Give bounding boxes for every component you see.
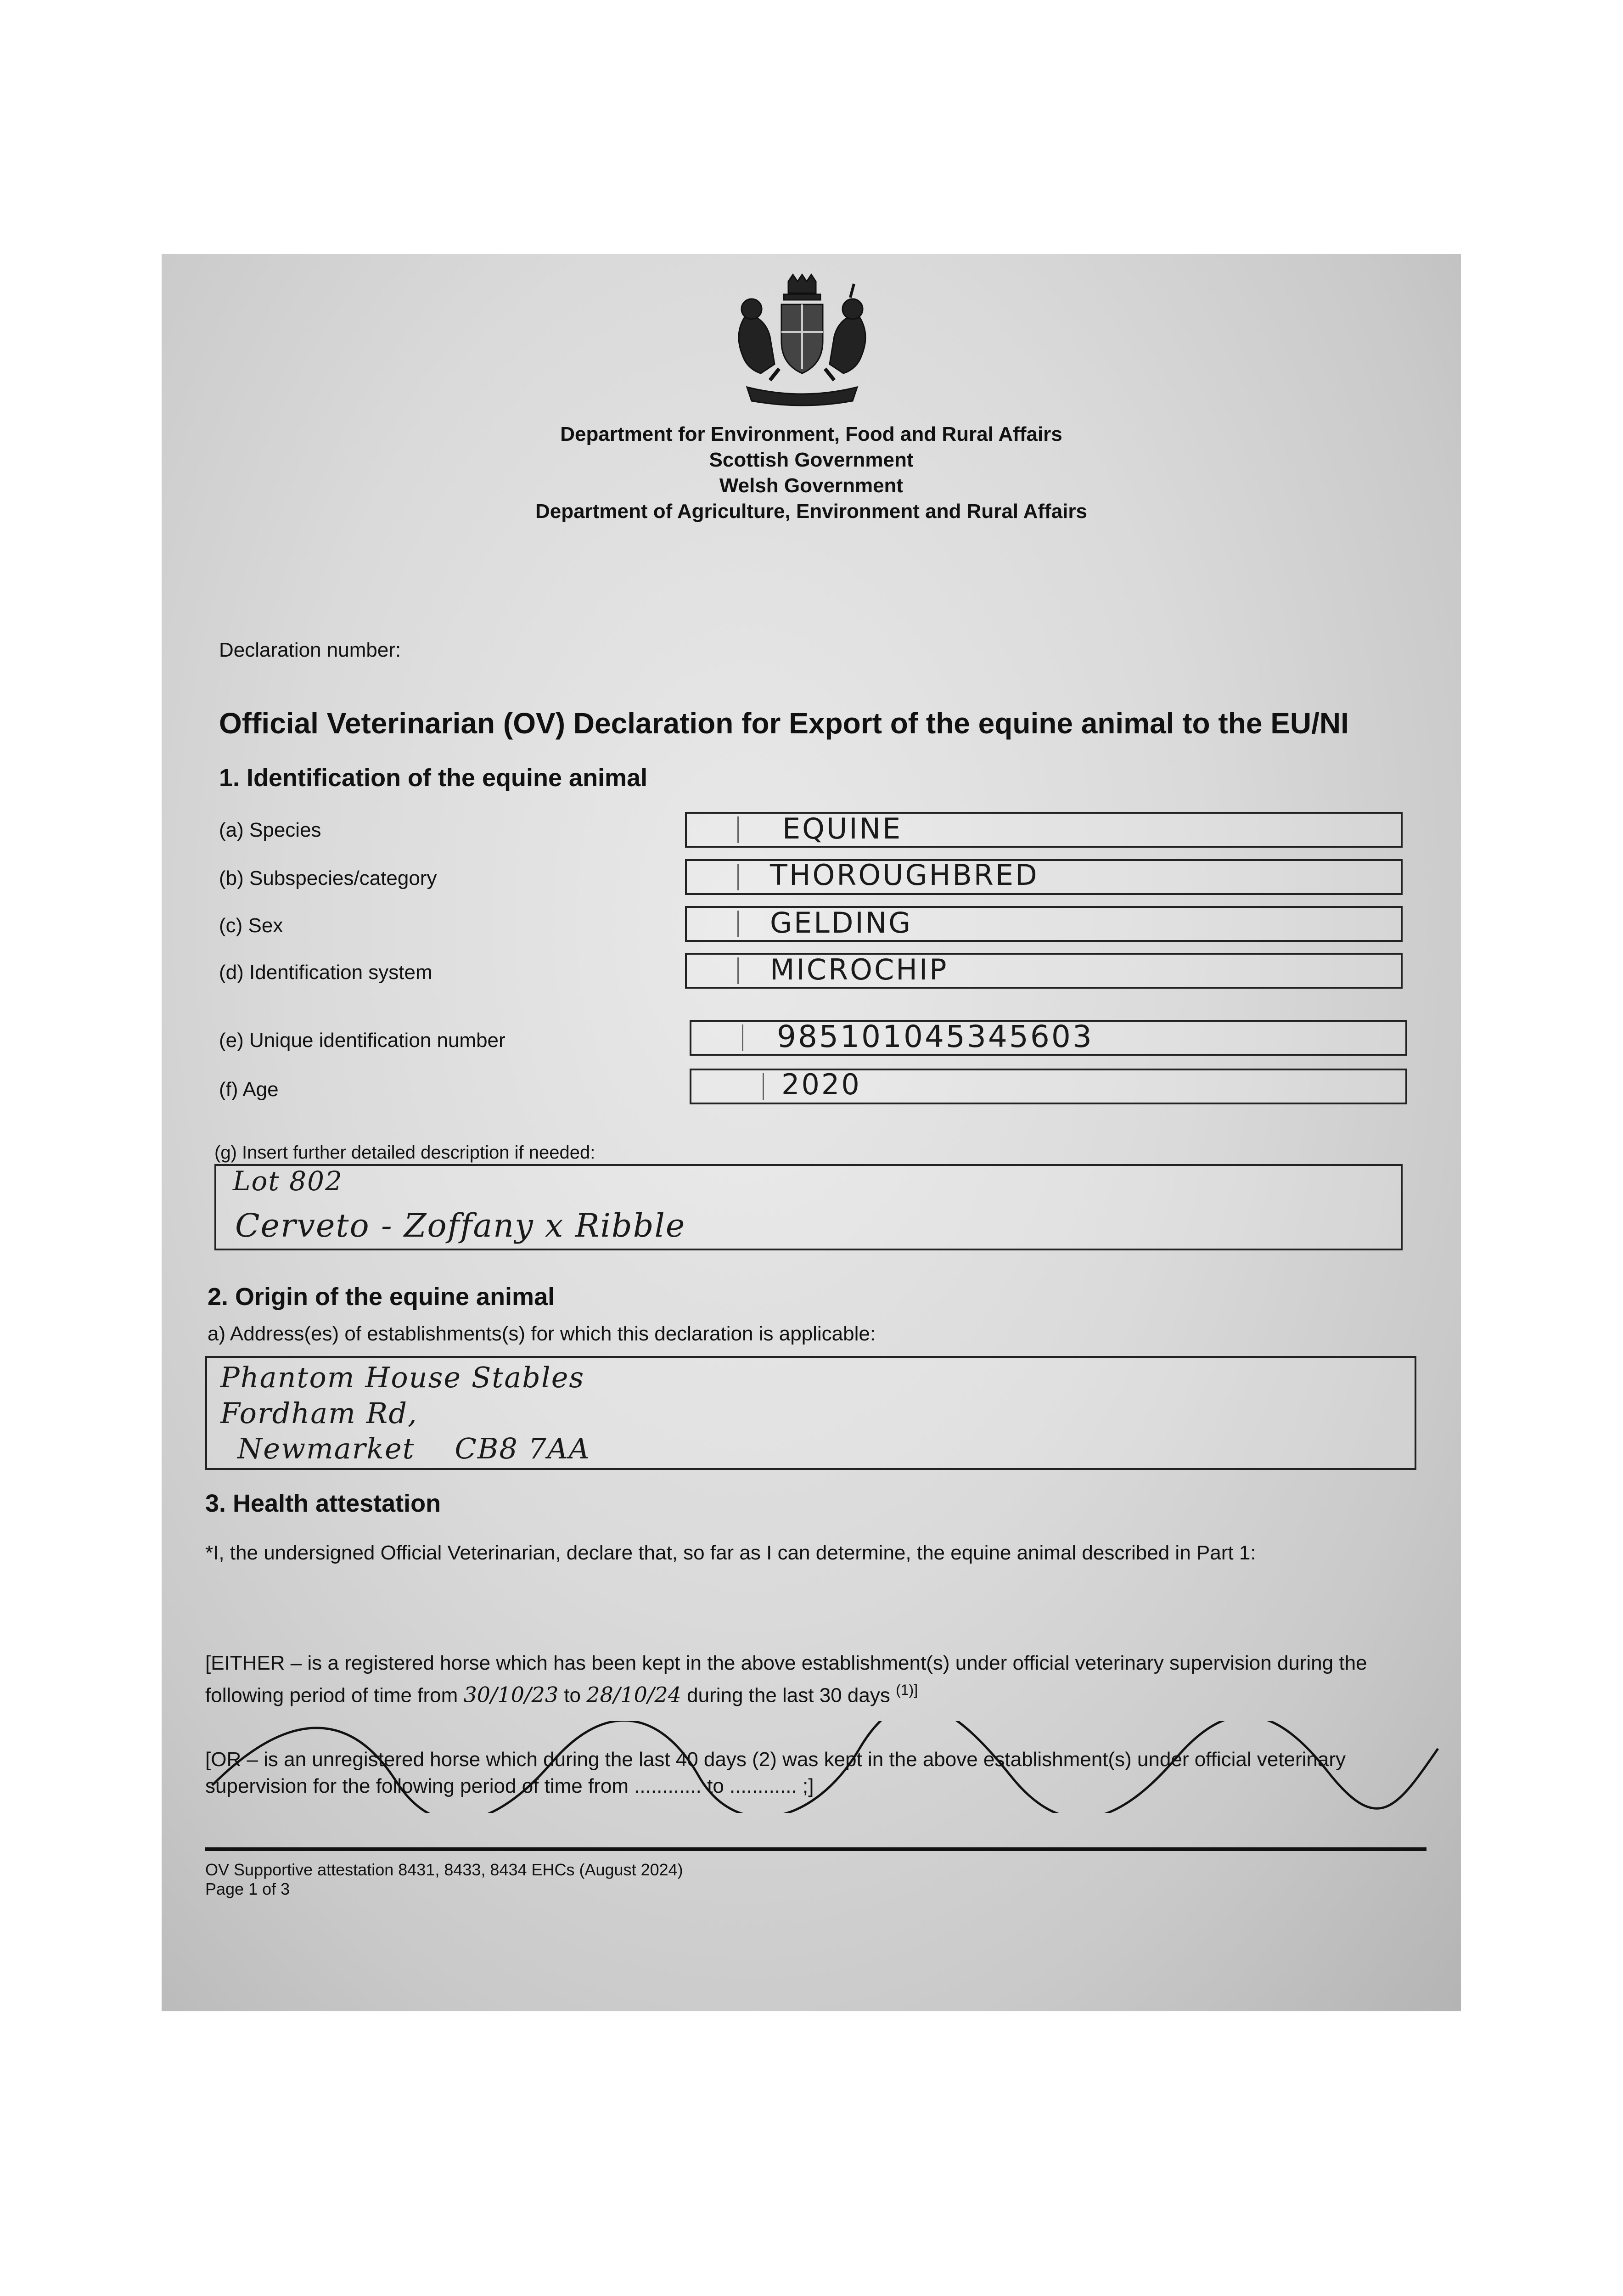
field-value-species: EQUINE xyxy=(782,812,903,845)
field-label-age: (f) Age xyxy=(219,1078,279,1101)
field-label-sex: (c) Sex xyxy=(219,914,283,937)
field-value-age: 2020 xyxy=(781,1068,861,1101)
either-to-date: 28/10/24 xyxy=(586,1682,681,1707)
either-to-word: to xyxy=(564,1684,581,1707)
or-clause: [OR – is an unregistered horse which during the last 40 days (2) was kept in the above establishment(s) under official veterinary supervision for the following period of time from ............ to ............ ;] xyxy=(205,1748,1346,1797)
royal-coat-of-arms-icon xyxy=(719,272,885,410)
address-line-2: Fordham Rd, xyxy=(220,1396,418,1430)
field-value-sex: GELDING xyxy=(770,906,913,940)
address-line-3: Newmarket CB8 7AA xyxy=(237,1432,590,1465)
description-line-2: Cerveto - Zoffany x Ribble xyxy=(235,1207,686,1244)
health-intro: *I, the undersigned Official Veterinarian, declare that, so far as I can determine, the equine animal described in Part 1: xyxy=(205,1542,1256,1564)
department-line-3: Welsh Government xyxy=(719,474,904,497)
address-line-1: Phantom House Stables xyxy=(220,1361,585,1394)
scanned-document xyxy=(162,254,1461,2011)
field-value-subspecies: THOROUGHBRED xyxy=(770,858,1039,892)
department-line-1: Department for Environment, Food and Rural Affairs xyxy=(560,423,1062,445)
section-2-heading: 2. Origin of the equine animal xyxy=(208,1283,555,1311)
field-value-id-system: MICROCHIP xyxy=(770,953,949,986)
field-label-uid: (e) Unique identification number xyxy=(219,1029,505,1052)
department-line-4: Department of Agriculture, Environment and Rural Affairs xyxy=(535,500,1087,523)
either-from-date: 30/10/23 xyxy=(463,1682,559,1707)
field-value-uid: 985101045345603 xyxy=(777,1019,1094,1054)
field-label-subspecies: (b) Subspecies/category xyxy=(219,867,437,889)
description-line-1: Lot 802 xyxy=(233,1165,343,1197)
either-text-end: during the last 30 days xyxy=(687,1684,890,1707)
strike-through-scribble xyxy=(203,1721,1443,1813)
footer-rule xyxy=(205,1847,1426,1851)
field-label-species: (a) Species xyxy=(219,819,321,841)
description-label: (g) Insert further detailed description if needed: xyxy=(214,1142,595,1163)
declaration-number-label: Declaration number: xyxy=(219,639,401,661)
either-text-start: [EITHER – is a registered horse which has been kept in the above establishment(s) under official veterinary supervision during the following period of time from xyxy=(205,1652,1367,1707)
field-label-id-system: (d) Identification system xyxy=(219,961,432,984)
address-label: a) Address(es) of establishments(s) for which this declaration is applicable: xyxy=(208,1322,876,1345)
either-footnote: (1)] xyxy=(896,1682,918,1698)
section-3-heading: 3. Health attestation xyxy=(205,1490,441,1517)
footer-line-2: Page 1 of 3 xyxy=(205,1880,290,1898)
section-1-heading: 1. Identification of the equine animal xyxy=(219,764,648,792)
footer-line-1: OV Supportive attestation 8431, 8433, 8434 EHCs (August 2024) xyxy=(205,1860,683,1879)
department-line-2: Scottish Government xyxy=(709,449,914,471)
either-clause xyxy=(205,1650,1417,1709)
document-title: Official Veterinarian (OV) Declaration for Export of the equine animal to the EU/NI xyxy=(219,707,1349,740)
